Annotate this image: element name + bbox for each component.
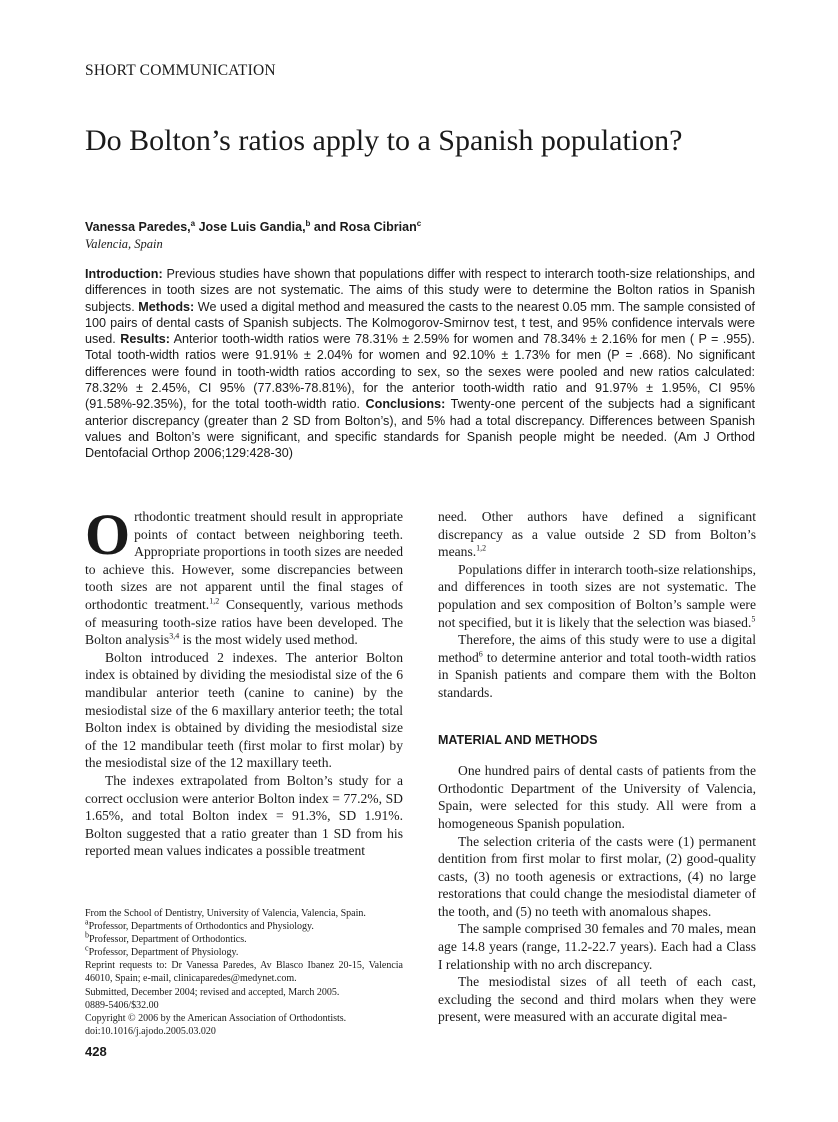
citation-superscript: 5 (751, 614, 756, 624)
citation-superscript: 1,2 (209, 596, 220, 606)
footnote-marker: c (85, 943, 89, 953)
section-heading: MATERIAL AND METHODS (438, 732, 598, 747)
footnote-text: 0889-5406/$32.00 (85, 999, 159, 1011)
citation-superscript: 6 (478, 649, 483, 659)
paragraph-text: Bolton introduced 2 indexes. The anterior Bolton index is obtained by dividing the mesiodistal size of the 6 mandibular anterior teeth (canine to canine) by the mesiodistal size of the 6 maxillary anterior teeth; the total Bolton index is obtained by dividing the mesiodistal size of the 12 mandibular teeth (first molar to first molar) by the mesiodistal size of the 12 maxillary teeth. (85, 649, 403, 771)
footnote-line (85, 930, 403, 946)
author-name: and Rosa Cibrian (310, 220, 417, 234)
paragraph-text: Therefore, the aims of this study were to use a digital method (438, 632, 756, 665)
paragraph-text: The indexes extrapolated from Bolton’s study for a correct occlusion were anterior Bolton index = 77.2%, SD 1.65%, and total Bolton index = 91.3%, SD 1.91%. Bolton suggested that a ratio greater than 1 SD from his reported mean values indicates a possible treatment (85, 772, 403, 859)
footnote-line (85, 907, 403, 920)
paragraph-text: The selection criteria of the casts were (1) permanent dentition from first molar to first molar, (2) good-quality casts, (3) no tooth agenesis or extractions, (4) no large restorations that could change the mesiodistal diameter of the tooth, and (5) no teeth with anomalous shapes. (438, 833, 756, 919)
paragraph-text: One hundred pairs of dental casts of patients from the Orthodontic Department of the University of Valencia, Spain, were selected for this study. All were from a homogeneous Spanish population. (438, 763, 756, 831)
body-paragraph (438, 762, 756, 832)
abstract-section-heading: Conclusions: (365, 397, 446, 412)
affiliation: Valencia, Spain (85, 237, 163, 251)
footnote-text: Professor, Departments of Orthodontics and Physiology. (88, 921, 314, 933)
body-paragraph (438, 508, 756, 561)
abstract-section-heading: Introduction: (85, 267, 163, 281)
footnote-marker: a (85, 917, 89, 927)
abstract-section-heading: Results: (120, 332, 170, 347)
paragraph-text: rthodontic treatment should result in appropriate points of contact between neighboring teeth. Appropriate proportions in tooth sizes are needed to achieve this. However, some discrepancies between tooth sizes are not apparent until the final stages of orthodontic treatment. (85, 509, 403, 612)
footnote-text: Professor, Department of Physiology. (88, 947, 239, 959)
citation-superscript: 3,4 (169, 631, 180, 641)
body-paragraph (438, 833, 756, 921)
abstract-text: Anterior tooth-width ratios were 78.31% ± 2.59% for women and 78.34% ± 2.16% for men ( P = .955). Total tooth-width ratios were 91.91% ± 2.04% for women and 92.10% ± 1.73% for men (P = .668). No significant differences were found in tooth-width ratios according to sex, so the sexes were pooled and new ratios calculated: 78.32% ± 2.45%, CI 95% (77.83%-78.81%), for the anterior tooth-width ratio and 91.97% ± 1.95%, CI 95% (91.58%-92.35%), for the total tooth-width ratio. (85, 332, 756, 412)
paragraph-text: to determine anterior and total tooth-width ratios in Spanish patients and compare them with the Bolton standards. (438, 649, 756, 700)
body-paragraph (438, 631, 756, 701)
body-paragraph (85, 649, 403, 772)
footnote-line (85, 986, 403, 999)
paragraph-text: need. Other authors have defined a significant discrepancy as a value outside 2 SD from Bolton’s means. (438, 509, 756, 560)
article-title: Do Bolton’s ratios apply to a Spanish population? (85, 124, 683, 157)
author-affiliation-marker: b (305, 218, 311, 228)
footnotes (85, 907, 403, 1038)
footnote-line (85, 959, 403, 985)
abstract-text: We used a digital method and measured the casts to the nearest 0.05 mm. The sample consisted of 100 pairs of dental casts of Spanish subjects. The Kolmogorov-Smirnov test, t test, and 95% confidence intervals were used. (85, 299, 755, 347)
author-list (85, 220, 421, 234)
body-paragraph (85, 502, 403, 649)
footnote-marker: b (85, 930, 89, 940)
abstract (85, 266, 755, 462)
footnote-line (85, 1025, 403, 1038)
footnote-line (85, 1012, 403, 1025)
footnote-line (85, 917, 403, 933)
abstract-text: Twenty-one percent of the subjects had a significant anterior discrepancy (greater than 2 SD from Bolton’s), and 5% had a total discrepancy. Differences between Spanish values and Bolton’s were significant, and specific standards for Spanish people might be needed. (Am J Orthod Dentofacial Orthop 2006;129:428-30) (85, 397, 755, 461)
footnote-text: From the School of Dentistry, University of Valencia, Valencia, Spain. (85, 908, 366, 919)
paragraph-text: Populations differ in interarch tooth-size relationships, and differences in tooth sizes are not systematic. The population and sex composition of Bolton’s sample were not specified, but it is likely that the selection was biased. (438, 561, 756, 630)
footnote-text: doi:10.1016/j.ajodo.2005.03.020 (85, 1025, 216, 1037)
footnote-line (85, 943, 403, 959)
paragraph-text: The mesiodistal sizes of all teeth of each cast, excluding the second and third molars when they were present, were measured with an accurate digital mea- (438, 974, 756, 1025)
footnote-text: Reprint requests to: Dr Vanessa Paredes, Av Blasco Ibanez 20-15, Valencia 46010, Spain; e-mail, clinicaparedes@medynet.com. (85, 960, 403, 985)
abstract-text: Previous studies have shown that populations differ with respect to interarch tooth-size relationships, and differences in tooth sizes are not systematic. The aims of this study were to determine the Bolton ratios in Spanish subjects. (85, 267, 755, 314)
footnote-text: Copyright © 2006 by the American Association of Orthodontists. (85, 1012, 347, 1024)
right-column (438, 508, 756, 1026)
body-paragraph (438, 920, 756, 973)
page-number: 428 (85, 1044, 107, 1059)
left-column (85, 502, 403, 860)
footnote-line (85, 999, 403, 1012)
citation-superscript: 1,2 (476, 543, 487, 553)
footnote-text: Professor, Department of Orthodontics. (89, 934, 247, 946)
author-affiliation-marker: a (190, 218, 196, 228)
abstract-section-heading: Methods: (138, 299, 195, 314)
author-affiliation-marker: c (416, 218, 422, 228)
body-paragraph (438, 561, 756, 631)
drop-cap: O (85, 502, 131, 567)
author-name: Jose Luis Gandia, (195, 220, 306, 234)
paragraph-text: is the most widely used method. (179, 632, 358, 648)
body-paragraph (438, 973, 756, 1026)
footnote-text: Submitted, December 2004; revised and accepted, March 2005. (85, 986, 340, 998)
section-label: SHORT COMMUNICATION (85, 62, 276, 79)
author-name: Vanessa Paredes, (85, 220, 191, 234)
paragraph-text: The sample comprised 30 females and 70 males, mean age 14.8 years (range, 11.2-22.7 years). Each had a Class I relationship with no arch discrepancy. (438, 921, 756, 972)
body-paragraph (85, 772, 403, 860)
paragraph-text: Consequently, various methods of measuring tooth-size ratios have been developed. The Bolton analysis (85, 596, 403, 648)
